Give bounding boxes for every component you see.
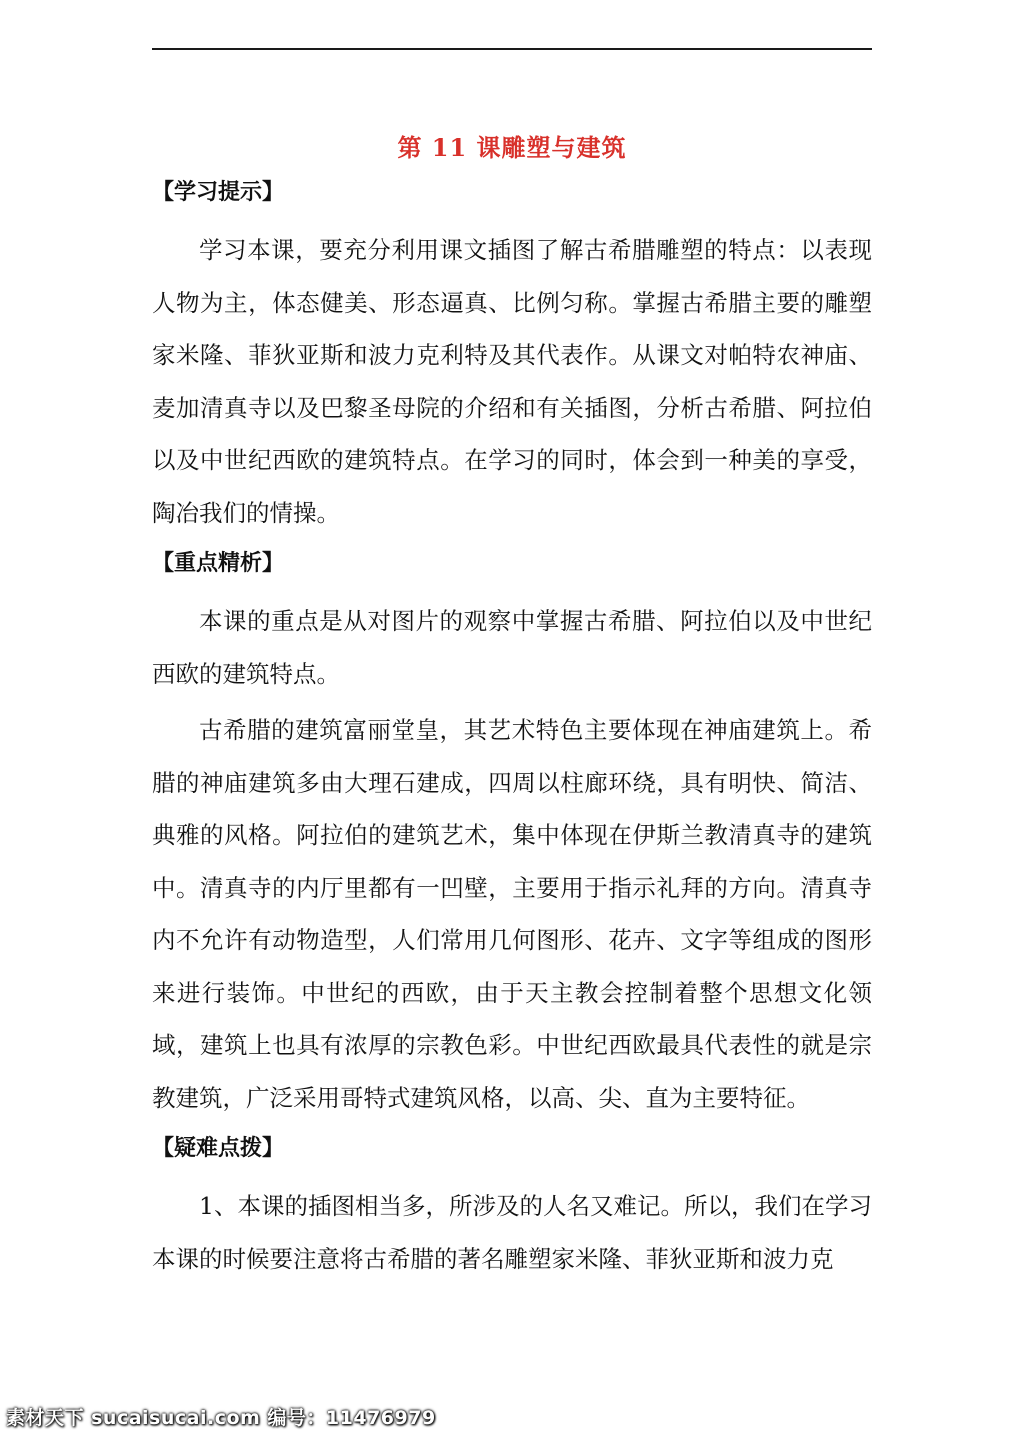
header-rule bbox=[152, 48, 872, 50]
document-body bbox=[152, 128, 872, 1289]
section-key-analysis bbox=[152, 543, 872, 1124]
paragraph: 学习本课，要充分利用课文插图了解古希腊雕塑的特点：以表现人物为主，体态健美、形态逼真、比例匀称。掌握古希腊主要的雕塑家米隆、菲狄亚斯和波力克利特及其代表作。从课文对帕特农神庙、麦加清真寺以及巴黎圣母院的介绍和有关插图，分析古希腊、阿拉伯以及中世纪西欧的建筑特点。在学习的同时，体会到一种美的享受，陶冶我们的情操。 bbox=[152, 236, 872, 527]
section-heading: 【学习提示】 bbox=[152, 179, 285, 205]
section-heading: 【疑难点拨】 bbox=[152, 1135, 285, 1161]
watermark: 素材天下 sucaisucai.com 编号：11476979 bbox=[6, 1407, 436, 1429]
paragraph: 古希腊的建筑富丽堂皇，其艺术特色主要体现在神庙建筑上。希腊的神庙建筑多由大理石建成，四周以柱廊环绕，具有明快、简洁、典雅的风格。阿拉伯的建筑艺术，集中体现在伊斯兰教清真寺的建筑中。清真寺的内厅里都有一凹壁，主要用于指示礼拜的方向。清真寺内不允许有动物造型，人们常用几何图形、花卉、文字等组成的图形来进行装饰。中世纪的西欧，由于天主教会控制着整个思想文化领域，建筑上也具有浓厚的宗教色彩。中世纪西欧最具代表性的就是宗教建筑，广泛采用哥特式建筑风格，以高、尖、直为主要特征。 bbox=[152, 716, 872, 1112]
section-learning-tips bbox=[152, 172, 872, 539]
section-difficult-points bbox=[152, 1128, 872, 1285]
paragraph: 1、本课的插图相当多，所涉及的人名又难记。所以，我们在学习本课的时候要注意将古希腊的著名雕塑家米隆、菲狄亚斯和波力克 bbox=[152, 1192, 872, 1273]
section-heading: 【重点精析】 bbox=[152, 550, 285, 576]
paragraph: 本课的重点是从对图片的观察中掌握古希腊、阿拉伯以及中世纪西欧的建筑特点。 bbox=[152, 607, 872, 688]
page-title: 第 11 课雕塑与建筑 bbox=[397, 133, 627, 162]
